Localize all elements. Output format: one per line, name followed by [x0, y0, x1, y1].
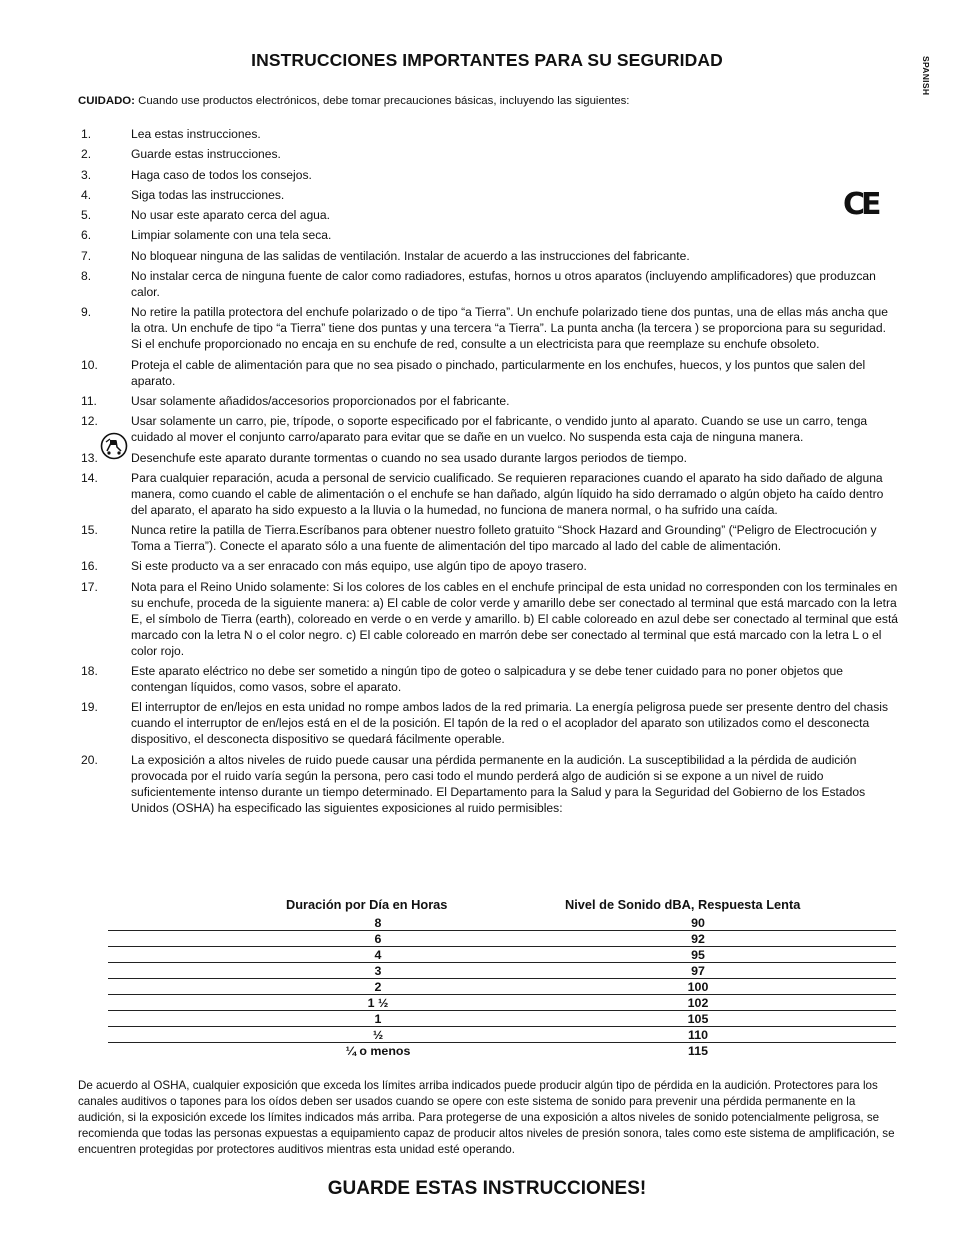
- instruction-text: Nota para el Reino Unido solamente: Si los colores de los cables en el enchufe principal de esta unidad no corresponden con los terminales en su enchufe, proceda de la siguiente manera: a) El cable de color verde y amarillo debe ser conectado al terminal que está marcado con la letra E, el símbolo de Tierra (earth), coloreado en verde o en verde y amarillo. b) El cable coloreado en azul debe ser conectado al terminal que está marcado con la letra N o el color negro. c) El cable coloreado en marrón debe ser conectado al terminal que está marcado con la letra L o el color rojo.: [131, 579, 899, 658]
- instruction-number: 7.: [81, 248, 92, 263]
- instruction-text: Limpiar solamente con una tela seca.: [131, 228, 332, 243]
- instruction-text: Proteja el cable de alimentación para que no sea pisado o pinchado, particularmente en los enchufes, huecos, y los puntos que salen del aparato.: [131, 357, 866, 388]
- instruction-text: El interruptor de en/lejos en esta unidad no rompe ambos lados de la red primaria. La energía peligrosa puede ser presente dentro del chasis cuando el interruptor de en/lejos está en el de la posición. El tapón de la red o el acoplador del aparato son utilizados como el desconecta dispositivo, el desconecta dispositivo se quedará fácilmente operable.: [131, 700, 888, 747]
- instruction-item: [78, 579, 900, 659]
- cell-dba: 100: [687, 980, 709, 994]
- cell-dba: 97: [691, 964, 705, 978]
- instruction-item: [78, 663, 900, 695]
- cell-dba: 90: [691, 916, 705, 930]
- instruction-item: [78, 207, 900, 223]
- cell-hours: 2: [374, 980, 382, 994]
- instruction-item: [78, 304, 900, 352]
- instruction-number: 5.: [81, 208, 92, 223]
- instruction-number: 1.: [81, 127, 92, 141]
- instruction-number: 14.: [81, 470, 98, 485]
- cell-hours: 3: [374, 964, 382, 978]
- language-tab: SPANISH: [921, 56, 931, 96]
- instruction-number: 17.: [81, 579, 98, 594]
- instruction-item: [78, 450, 900, 466]
- instruction-item: [78, 558, 900, 574]
- instruction-number: 2.: [81, 147, 92, 162]
- table-header-sound-level: Nivel de Sonido dBA, Respuesta Lenta: [565, 897, 801, 912]
- table-row: [108, 915, 896, 931]
- table-row: [108, 995, 896, 1011]
- instruction-number: 10.: [81, 357, 98, 372]
- instruction-item: [78, 167, 900, 183]
- instruction-item: [78, 470, 900, 518]
- cell-dba: 115: [688, 1044, 708, 1058]
- table-row: [108, 947, 896, 963]
- instruction-number: 18.: [81, 664, 98, 679]
- cell-hours: 4: [374, 948, 382, 962]
- instruction-number: 19.: [81, 700, 98, 715]
- instruction-text: Para cualquier reparación, acuda a personal de servicio cualificado. Se requieren reparaciones cuando el aparato ha sido dañado de alguna manera, como cuando el cable de alimentación o el enchufe se han dañado, algún líquido ha sido derramado o algún objeto ha caído dentro del aparato, el aparato ha sido expuesto a la lluvia o la humedad, no funciona de manera normal, o ha sufrido una caída.: [131, 470, 884, 517]
- table-row: [108, 1011, 896, 1027]
- table-row: [108, 1043, 896, 1059]
- closing-paragraph: De acuerdo al OSHA, cualquier exposición que exceda los límites arriba indicados puede producir algún tipo de pérdida en la audición. Protectores para los canales auditivos o tapones para los oídos deben ser usados cuando se opere con este sistema de sonido para prevenir una pérdida permanente en la audición, si la exposición excede los límites indicados más arriba. Para protegerse de una exposición a altos niveles de sonido potencialmente peligrosa, se recomienda que todas las personas expuestas a equipamiento capaz de producir altos niveles de presión sonora, tales como este sistema de amplificación, se encuentren protegidas por protectores auditivos mientras esta unidad esté operando.: [78, 1079, 895, 1156]
- instruction-number: 13.: [81, 450, 98, 465]
- cell-dba: 102: [687, 996, 709, 1010]
- instruction-text: No retire la patilla protectora del enchufe polarizado o de tipo “a Tierra”. Un enchufe polarizado tiene dos puntas, una de ellas más ancha que la otra. Un enchufe de tipo “a Tierra” tiene dos puntas y una tercera “a Tierra”. La punta ancha (la tercera ) se proporciona para su seguridad. Si el enchufe proporcionado no encaja en su enchufe de red, consulte a un electricista para que reemplaze su enchufe obsoleto.: [131, 305, 888, 352]
- table-row: [108, 931, 896, 947]
- instruction-item: [78, 146, 900, 162]
- instruction-text: No instalar cerca de ninguna fuente de calor como radiadores, estufas, hornos u otros aparatos (incluyendo amplificadores) que produzcan calor.: [131, 269, 876, 300]
- ce-mark-icon: CE: [843, 187, 878, 222]
- instruction-item: [78, 699, 900, 747]
- instruction-item: [78, 357, 900, 389]
- instruction-number: 4.: [81, 187, 92, 202]
- instruction-number: 16.: [81, 559, 98, 574]
- table-header-duration: Duración por Día en Horas: [286, 897, 448, 912]
- instruction-number: 8.: [81, 269, 92, 284]
- caution-line: [78, 95, 629, 107]
- instruction-text: No bloquear ninguna de las salidas de ventilación. Instalar de acuerdo a las instrucciones del fabricante.: [131, 248, 690, 263]
- instruction-text: Usar solamente añadidos/accesorios proporcionados por el fabricante.: [131, 393, 510, 408]
- instruction-text: Siga todas las instrucciones.: [131, 187, 285, 202]
- instruction-item: [78, 752, 900, 816]
- instruction-text: Si este producto va a ser enracado con más equipo, use algún tipo de apoyo trasero.: [131, 559, 587, 574]
- instruction-number: 3.: [81, 167, 92, 182]
- instruction-number: 9.: [81, 305, 92, 320]
- instruction-list: [78, 126, 900, 820]
- cell-dba: 95: [691, 948, 705, 962]
- cell-hours: 6: [374, 932, 382, 946]
- instruction-number: 12.: [81, 414, 98, 429]
- instruction-text: No usar este aparato cerca del agua.: [131, 208, 330, 223]
- instruction-text: Usar solamente un carro, pie, trípode, o soporte especificado por el fabricante, o vendido junto al aparato. Cuando se use un carro, tenga cuidado al mover el conjunto carro/aparato para evitar que se dañe en un vuelco. No suspenda esta caja de ninguna manera.: [131, 414, 868, 445]
- caution-label: CUIDADO:: [78, 95, 135, 107]
- cell-hours: 1: [374, 1012, 382, 1026]
- instruction-text: Este aparato eléctrico no debe ser sometido a ningún tipo de goteo o salpicadura y se debe tener cuidado para no poner objetos que contengan líquidos, como vasos, sobre el aparato.: [131, 664, 844, 695]
- instruction-number: 15.: [81, 523, 98, 538]
- instruction-text: Haga caso de todos los consejos.: [131, 167, 312, 182]
- instruction-text: Guarde estas instrucciones.: [131, 147, 281, 162]
- instruction-item: [78, 126, 900, 142]
- instruction-item: [78, 248, 900, 264]
- footer-title: GUARDE ESTAS INSTRUCCIONES!: [327, 1178, 647, 1199]
- instruction-number: 11.: [81, 393, 97, 408]
- cell-hours: 8: [374, 916, 382, 930]
- table-row: [108, 963, 896, 979]
- caution-text: Cuando use productos electrónicos, debe tomar precauciones básicas, incluyendo las siguientes:: [134, 95, 630, 107]
- instruction-item: [78, 227, 900, 243]
- cart-tip-over-warning-icon: [100, 432, 128, 460]
- instruction-number: 20.: [81, 752, 98, 767]
- instruction-text: Desenchufe este aparato durante tormentas o cuando no sea usado durante largos periodos de tiempo.: [131, 450, 688, 465]
- instruction-item: [78, 393, 900, 409]
- cell-hours: ½: [372, 1028, 384, 1042]
- instruction-text: La exposición a altos niveles de ruido puede causar una pérdida permanente en la audición. La susceptibilidad a la pérdida de audición provocada por el ruido varía según la persona, pero casi todo el mundo perderá algo de audición si se expone a un nivel de ruido suficientemente intenso durante un tiempo determinado. El Departamento para la Salud y para la Seguridad del Gobierno de los Estados Unidos (OSHA) ha especificado las siguientes exposiciones al ruido permisibles:: [131, 752, 866, 815]
- table-body: [108, 915, 896, 1059]
- table-row: [108, 979, 896, 995]
- instruction-text: Lea estas instrucciones.: [131, 127, 261, 141]
- cell-dba: 92: [691, 932, 705, 946]
- cell-hours: ¼ o menos: [345, 1044, 411, 1058]
- instruction-text: Nunca retire la patilla de Tierra.Escríbanos para obtener nuestro folleto gratuito “Shock Hazard and Grounding” (“Peligro de Electrocución y Toma a Tierra”). Conecte el aparato sólo a una fuente de alimentación del tipo marcado al lado del cable de alimentación.: [131, 523, 877, 554]
- instruction-number: 6.: [81, 228, 92, 243]
- instruction-item: [78, 413, 900, 445]
- cell-hours: 1 ½: [367, 996, 389, 1010]
- instruction-item: [78, 268, 900, 300]
- table-row: [108, 1027, 896, 1043]
- page-title: INSTRUCCIONES IMPORTANTES PARA SU SEGURIDAD: [251, 50, 723, 70]
- instruction-item: [78, 187, 900, 203]
- cell-dba: 105: [687, 1012, 709, 1026]
- cell-dba: 110: [688, 1028, 708, 1042]
- instruction-item: [78, 522, 900, 554]
